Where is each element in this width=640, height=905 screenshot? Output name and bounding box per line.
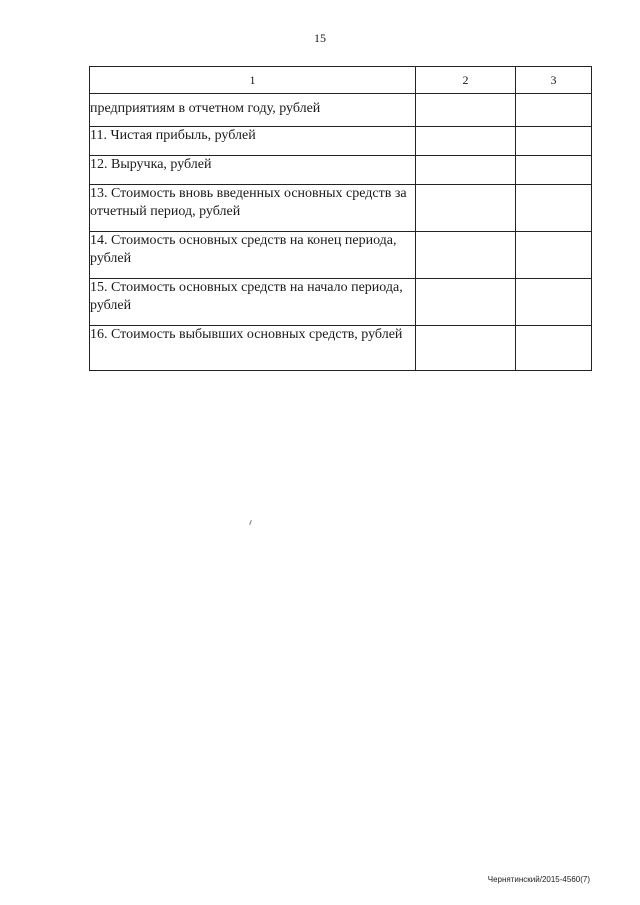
table-row [90, 156, 592, 185]
column-header-2: 2 [416, 67, 516, 94]
table-row [90, 279, 592, 326]
value-cell-col2 [416, 185, 516, 232]
row-label: 11. Чистая прибыль, рублей [90, 127, 416, 156]
row-label: 14. Стоимость основных средств на конец периода, рублей [90, 232, 416, 279]
table-header-row [90, 67, 592, 94]
table-row [90, 127, 592, 156]
report-table [89, 66, 592, 371]
column-header-1: 1 [90, 67, 416, 94]
value-cell-col3 [516, 94, 592, 127]
row-label: 13. Стоимость вновь введенных основных средств за отчетный период, рублей [90, 185, 416, 232]
table-row [90, 326, 592, 371]
row-label: 12. Выручка, рублей [90, 156, 416, 185]
page-number: 15 [314, 31, 326, 45]
value-cell-col3 [516, 185, 592, 232]
value-cell-col3 [516, 232, 592, 279]
row-label: 16. Стоимость выбывших основных средств, рублей [90, 326, 416, 371]
table-row [90, 232, 592, 279]
value-cell-col3 [516, 127, 592, 156]
value-cell-col2 [416, 127, 516, 156]
value-cell-col2 [416, 94, 516, 127]
table-row [90, 94, 592, 127]
value-cell-col2 [416, 156, 516, 185]
value-cell-col2 [416, 326, 516, 371]
value-cell-col3 [516, 326, 592, 371]
value-cell-col2 [416, 279, 516, 326]
row-label: 15. Стоимость основных средств на начало периода, рублей [90, 279, 416, 326]
value-cell-col2 [416, 232, 516, 279]
value-cell-col3 [516, 156, 592, 185]
value-cell-col3 [516, 279, 592, 326]
scan-speck [249, 520, 252, 525]
document-code: Чернятинский/2015-4560(7) [487, 875, 590, 884]
table-row [90, 185, 592, 232]
column-header-3: 3 [516, 67, 592, 94]
row-label: предприятиям в отчетном году, рублей [90, 94, 416, 127]
